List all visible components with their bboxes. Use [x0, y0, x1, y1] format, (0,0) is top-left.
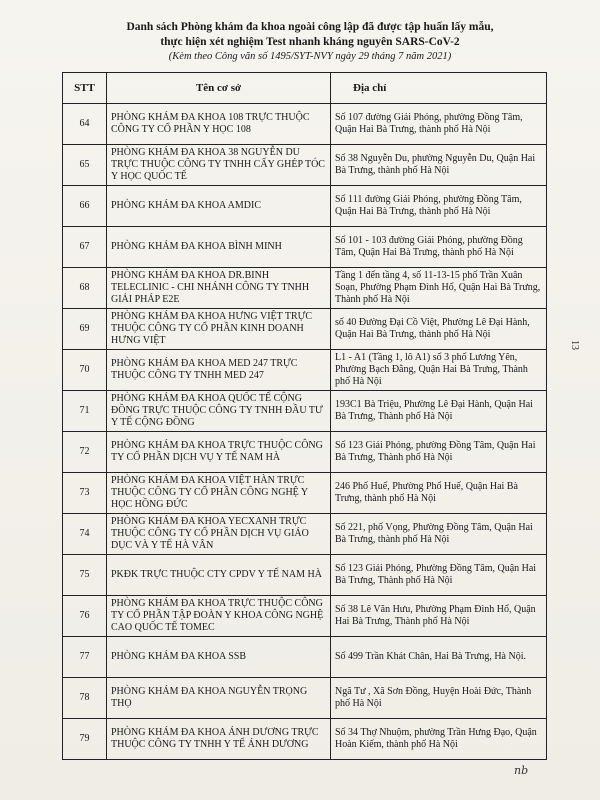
document-header: [70, 20, 550, 64]
row-stt: 75: [63, 555, 107, 596]
row-address: Số 34 Thợ Nhuộm, phường Trần Hưng Đạo, Quận Hoàn Kiếm, thành phố Hà Nội: [331, 719, 547, 760]
title-line-1: Danh sách Phòng khám đa khoa ngoài công lập đã được tập huấn lấy mẫu,: [126, 21, 494, 33]
row-stt: 69: [63, 309, 107, 350]
table-row: [63, 514, 547, 555]
row-name: PHÒNG KHÁM ĐA KHOA NGUYỄN TRỌNG THỌ: [107, 678, 331, 719]
row-name: PHÒNG KHÁM ĐA KHOA YECXANH TRỰC THUỘC CÔNG TY CỔ PHẦN DỊCH VỤ GIÁO DỤC VÀ Y TẾ HÀ VÂN: [107, 514, 331, 555]
table-row: [63, 309, 547, 350]
table-row: [63, 145, 547, 186]
row-name: PHÒNG KHÁM ĐA KHOA DR.BINH TELECLINIC - CHI NHÁNH CÔNG TY TNHH GIẢI PHÁP E2E: [107, 268, 331, 309]
signature-initials: nb: [514, 764, 529, 777]
col-header-stt: STT: [63, 73, 107, 104]
table-row: [63, 555, 547, 596]
row-name: PHÒNG KHÁM ĐA KHOA BÌNH MINH: [107, 227, 331, 268]
row-address: Số 123 Giải Phóng, Phường Đồng Tâm, Quận Hai Bà Trưng, Thành phố Hà Nội: [331, 555, 547, 596]
margin-mark: 13: [569, 340, 580, 350]
row-name: PHÒNG KHÁM ĐA KHOA VIỆT HÀN TRỰC THUỘC CÔNG TY CỔ PHẦN CÔNG NGHỆ Y HỌC HỒNG ĐỨC: [107, 473, 331, 514]
row-address: Số 221, phố Vọng, Phường Đồng Tâm, Quận Hai Bà Trưng, thành phố Hà Nội: [331, 514, 547, 555]
row-address: Số 101 - 103 đường Giải Phóng, phường Đồng Tâm, Quận Hai Bà Trưng, thành phố Hà Nội: [331, 227, 547, 268]
table-row: [63, 596, 547, 637]
table-header-row: [63, 73, 547, 104]
row-name: PHÒNG KHÁM ĐA KHOA TRỰC THUỘC CÔNG TY CỔ PHẦN DỊCH VỤ Y TẾ NAM HÀ: [107, 432, 331, 473]
row-name: PHÒNG KHÁM ĐA KHOA MED 247 TRỰC THUỘC CÔNG TY TNHH MED 247: [107, 350, 331, 391]
col-header-address: Địa chỉ: [331, 73, 547, 104]
row-stt: 70: [63, 350, 107, 391]
row-stt: 74: [63, 514, 107, 555]
row-address: Số 107 đường Giải Phóng, phường Đồng Tâm, Quận Hai Bà Trưng, thành phố Hà Nội: [331, 104, 547, 145]
row-stt: 65: [63, 145, 107, 186]
row-address: L1 - A1 (Tầng 1, lô A1) số 3 phố Lương Yên, Phường Bạch Đằng, Quận Hai Bà Trưng, Thành phố Hà Nội: [331, 350, 547, 391]
row-stt: 76: [63, 596, 107, 637]
row-name: PHÒNG KHÁM ĐA KHOA QUỐC TẾ CỘNG ĐỒNG TRỰC THUỘC CÔNG TY TNHH ĐẦU TƯ Y TẾ CỘNG ĐỒNG: [107, 391, 331, 432]
table-row: [63, 473, 547, 514]
row-address: 246 Phố Huế, Phường Phố Huế, Quận Hai Bà Trưng, thành phố Hà Nội: [331, 473, 547, 514]
row-stt: 64: [63, 104, 107, 145]
table-row: [63, 391, 547, 432]
table-row: [63, 637, 547, 678]
table-row: [63, 227, 547, 268]
row-address: Số 38 Nguyễn Du, phường Nguyễn Du, Quận Hai Bà Trưng, thành phố Hà Nội: [331, 145, 547, 186]
row-address: Số 499 Trần Khát Chân, Hai Bà Trưng, Hà Nội.: [331, 637, 547, 678]
row-stt: 77: [63, 637, 107, 678]
row-address: Số 111 đường Giải Phóng, phường Đồng Tâm, Quận Hai Bà Trưng, thành phố Hà Nội: [331, 186, 547, 227]
row-address: số 40 Đường Đại Cồ Việt, Phường Lê Đại Hành, Quận Hai Bà Trưng, thành phố Hà Nội: [331, 309, 547, 350]
row-name: PKĐK TRỰC THUỘC CTY CPDV Y TẾ NAM HÀ: [107, 555, 331, 596]
row-name: PHÒNG KHÁM ĐA KHOA SSB: [107, 637, 331, 678]
row-stt: 67: [63, 227, 107, 268]
col-header-name: Tên cơ sở: [107, 73, 331, 104]
row-address: Số 38 Lê Văn Hưu, Phường Phạm Đình Hổ, Quận Hai Bà Trưng, Thành phố Hà Nội: [331, 596, 547, 637]
clinic-table: [62, 72, 547, 760]
table-row: [63, 678, 547, 719]
row-address: 193C1 Bà Triệu, Phường Lê Đại Hành, Quận Hai Bà Trưng, Thành phố Hà Nội: [331, 391, 547, 432]
table-row: [63, 268, 547, 309]
row-stt: 79: [63, 719, 107, 760]
title-line-2: thực hiện xét nghiệm Test nhanh kháng nguyên SARS-CoV-2: [160, 36, 460, 48]
row-name: PHÒNG KHÁM ĐA KHOA HƯNG VIỆT TRỰC THUỘC CÔNG TY CỔ PHẦN KINH DOANH HƯNG VIỆT: [107, 309, 331, 350]
row-name: PHÒNG KHÁM ĐA KHOA 108 TRỰC THUỘC CÔNG TY CỔ PHẦN Y HỌC 108: [107, 104, 331, 145]
document-subtitle: (Kèm theo Công văn số 1495/SYT-NVY ngày 29 tháng 7 năm 2021): [168, 51, 452, 62]
row-name: PHÒNG KHÁM ĐA KHOA TRỰC THUỘC CÔNG TY CỔ PHẦN TẬP ĐOÀN Y KHOA CÔNG NGHỆ CAO QUỐC TẾ TOMEC: [107, 596, 331, 637]
table-row: [63, 719, 547, 760]
table-row: [63, 350, 547, 391]
row-name: PHÒNG KHÁM ĐA KHOA 38 NGUYỄN DU TRỰC THUỘC CÔNG TY TNHH CẤY GHÉP TÓC Y HỌC QUỐC TẾ: [107, 145, 331, 186]
table-row: [63, 432, 547, 473]
row-name: PHÒNG KHÁM ĐA KHOA ÁNH DƯƠNG TRỰC THUỘC CÔNG TY TNHH Y TẾ ÁNH DƯƠNG: [107, 719, 331, 760]
table-row: [63, 104, 547, 145]
row-stt: 71: [63, 391, 107, 432]
row-stt: 72: [63, 432, 107, 473]
row-address: Ngã Tư , Xã Sơn Đồng, Huyện Hoài Đức, Thành phố Hà Nội: [331, 678, 547, 719]
row-stt: 78: [63, 678, 107, 719]
row-stt: 66: [63, 186, 107, 227]
row-address: Tầng 1 đến tầng 4, số 11-13-15 phố Trần Xuân Soạn, Phường Phạm Đình Hổ, Quận Hai Bà Trưng, Thành phố Hà Nội: [331, 268, 547, 309]
row-stt: 73: [63, 473, 107, 514]
row-name: PHÒNG KHÁM ĐA KHOA AMDIC: [107, 186, 331, 227]
table-row: [63, 186, 547, 227]
row-address: Số 123 Giải Phóng, phường Đồng Tâm, Quận Hai Bà Trưng, Thành phố Hà Nội: [331, 432, 547, 473]
row-stt: 68: [63, 268, 107, 309]
